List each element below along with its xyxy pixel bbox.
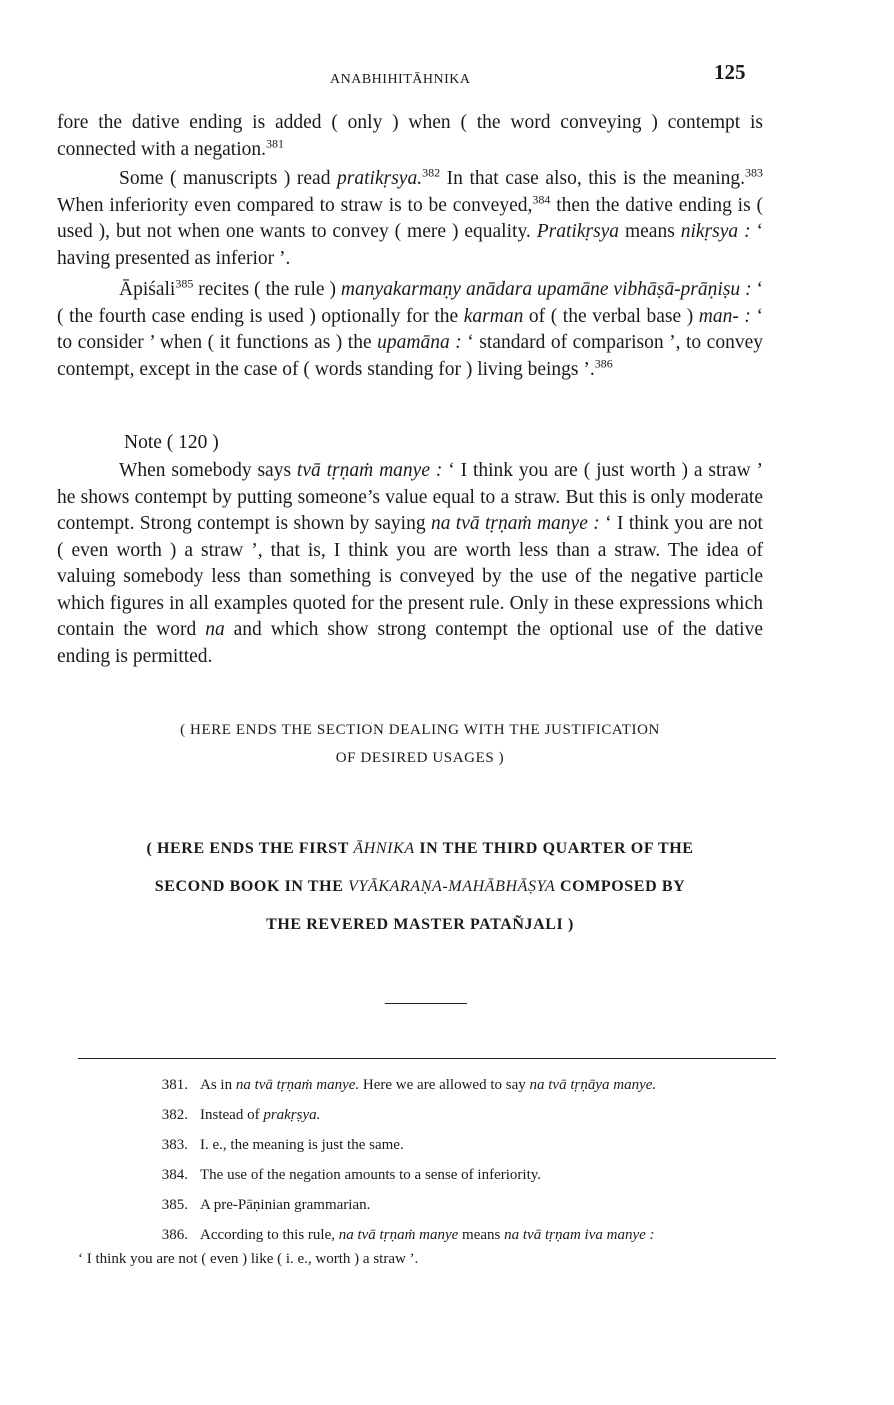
italic-term: nikṛsya : (680, 221, 751, 242)
footnote-text (200, 1160, 780, 1190)
colophon-line (80, 830, 760, 868)
footnote (78, 1190, 780, 1220)
section-end-colophon (110, 716, 730, 772)
footnote-number: 386. (161, 1227, 188, 1243)
footnote-text (200, 1100, 780, 1130)
paragraph-text: In that case also, this is the meaning. (440, 168, 745, 189)
footnote-italic: na tvā tṛṇam iva manye : (504, 1227, 655, 1243)
paragraph-text: Some ( manuscripts ) read (119, 168, 338, 189)
paragraph-1 (57, 110, 763, 163)
italic-term: na (205, 619, 225, 640)
footnote-segment: A pre-Pāṇinian grammarian. (200, 1197, 371, 1213)
paragraph-text: ‘ to consider ’ when ( it functions as ) the (57, 305, 763, 353)
footnote (78, 1160, 780, 1190)
footnote-text (200, 1070, 780, 1100)
footnote-number: 384. (161, 1167, 188, 1183)
footnote (78, 1070, 780, 1100)
paragraph-text: ‘ having presented as inferior ’. (57, 221, 763, 269)
paragraph-text: of ( the verbal base ) (523, 305, 699, 327)
footnote-italic: prakṛṣya. (263, 1107, 321, 1123)
footnote-ref: 381 (266, 136, 285, 150)
footnote-ref: 386 (594, 356, 613, 370)
paragraph-text: When somebody says (119, 460, 297, 481)
colophon-line (80, 868, 760, 906)
footnote-text (200, 1190, 780, 1220)
paragraph-text: ‘ I think you are ( just worth ) a straw ’ he shows contempt by putting someone’s value equal to a straw. But this is only moderate contempt. Strong contempt is shown by saying (57, 460, 763, 534)
footnote-segment: I. e., the meaning is just the same. (200, 1137, 404, 1153)
italic-term: na tvā tṛṇaṁ manye : (430, 513, 600, 534)
footnote (78, 1100, 780, 1130)
footnote-continuation: ‘ I think you are not ( even ) like ( i. e., worth ) a straw ’. (78, 1251, 419, 1267)
footnote-ref: 385 (175, 276, 194, 291)
colophon-line: OF DESIRED USAGES ) (335, 750, 505, 766)
footnote-ref: 384 (532, 192, 551, 206)
footnote-number: 381. (161, 1077, 188, 1093)
colophon-line: ( HERE ENDS THE SECTION DEALING WITH THE JUSTIFICATION (180, 722, 660, 738)
footnote-number: 383. (161, 1137, 188, 1153)
paragraph-text: fore the dative ending is added ( only ) when ( the word conveying ) contempt is connected with a negation. (57, 112, 763, 160)
footnote-text (200, 1130, 780, 1160)
colophon-line: THE REVERED MASTER PATAÑJALI ) (266, 916, 574, 933)
paragraph-text: Āpiśali (119, 279, 176, 300)
footnote-number: 382. (161, 1107, 188, 1123)
paragraph-text: then the dative ending is ( used ), but not when one wants to convey ( mere ) equality. (57, 194, 763, 242)
footnote-segment: means (458, 1227, 505, 1243)
footnote-italic: na tvā tṛṇaṁ manye (338, 1227, 459, 1243)
colophon-text: IN THE THIRD QUARTER OF THE (414, 840, 694, 857)
italic-term: man- : (698, 305, 751, 327)
footnote-segment: Here we are allowed to say (359, 1077, 530, 1093)
footnote-italic: na tvā tṛṇāya manye. (529, 1077, 657, 1093)
note-heading: Note ( 120 ) (124, 432, 219, 453)
italic-term: Pratikṛsya (536, 221, 620, 242)
decorative-rule (385, 1003, 467, 1004)
colophon-text: COMPOSED BY (555, 878, 686, 895)
colophon-text: ( HERE ENDS THE FIRST (146, 840, 354, 857)
footnote-divider (78, 1058, 776, 1059)
paragraph-4 (57, 458, 763, 670)
footnote-segment: The use of the negation amounts to a sense of inferiority. (200, 1167, 542, 1183)
page-number: 125 (714, 60, 746, 84)
paragraph-3 (57, 277, 763, 383)
italic-term: manyakarmaṇy anādara upamāne vibhāṣā-prāṇiṣu : (340, 279, 752, 300)
italic-term: karman (463, 305, 524, 327)
paragraph-text: means (619, 221, 681, 242)
italic-term: upamāna : (377, 332, 462, 353)
paragraph-text: and which show strong contempt the optional use of the dative ending is permitted. (57, 619, 764, 667)
footnotes (78, 1070, 780, 1274)
colophon-text: SECOND BOOK IN THE (154, 878, 349, 895)
paragraph-text: ‘ I think you are not ( even worth ) a straw ’, that is, I think you are worth less than a straw. The idea of valuing somebody less than something is conveyed by the use of the negative particle which figures in all examples quoted for the present rule. Only in these expressions which contain the word (57, 513, 763, 640)
colophon-italic: ĀHNIKA (353, 840, 415, 857)
paragraph-2 (57, 166, 763, 272)
footnote-ref: 383 (745, 165, 763, 180)
footnote-italic: na tvā tṛṇaṁ manye. (235, 1077, 360, 1093)
paragraph-text: recites ( the rule ) (193, 279, 341, 300)
footnote-segment: Instead of (200, 1107, 264, 1123)
footnote-segment: As in (200, 1077, 236, 1093)
running-head: ANABHIHITĀHNIKA (330, 72, 471, 87)
italic-term: pratikṛsya. (337, 168, 423, 189)
paragraph-text: ‘ ( the fourth case ending is used ) optionally for the (57, 279, 763, 327)
italic-term: tvā tṛṇaṁ manye : (296, 460, 443, 481)
colophon-italic: VYĀKARAṆA-MAHĀBHĀṢYA (348, 878, 556, 895)
footnote (78, 1130, 780, 1160)
paragraph-text: When inferiority even compared to straw is to be conveyed, (57, 194, 533, 216)
footnote-number: 385. (161, 1197, 188, 1213)
ahnika-end-colophon (80, 830, 760, 944)
footnote-segment: According to this rule, (200, 1227, 339, 1243)
footnote-ref: 382 (422, 165, 441, 180)
paragraph-text: ‘ standard of comparison ’, to convey contempt, except in the case of ( words standing for ) living beings ’. (57, 332, 763, 380)
